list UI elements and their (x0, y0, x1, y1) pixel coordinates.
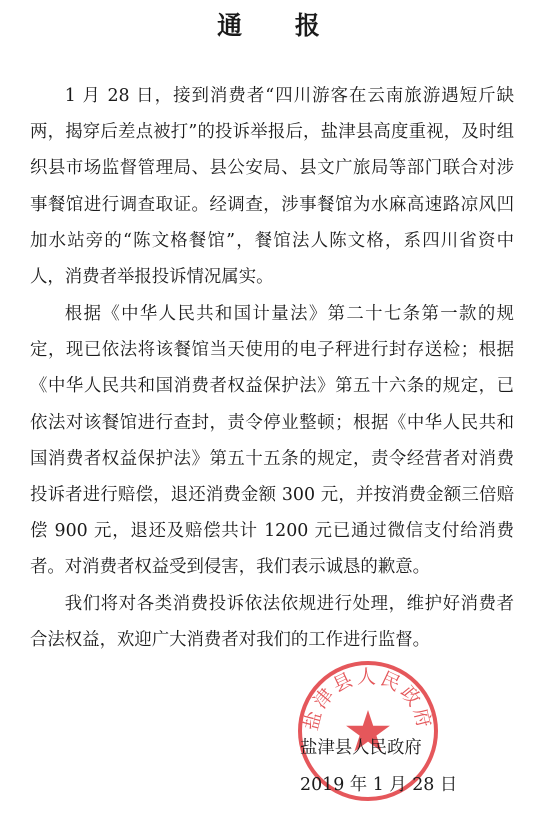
document-title: 通 报 (217, 11, 342, 40)
issuer-name: 盐津县人民政府 (300, 738, 422, 758)
paragraph-penalty: 根据《中华人民共和国计量法》第二十七条第一款的规定，现已依法将该餐馆当天使用的电子秤进行封存送检；根据《中华人民共和国消费者权益保护法》第五十六条的规定，已依法对该餐馆进行查封，责令停业整顿；根据《中华人民共和国消费者权益保护法》第五十五条的规定，责令经营者对消费投诉者进行赔偿，退还消费金额 300 元，并按消费金额三倍赔偿 900 元，退还及赔偿共计 1200 元已通过微信支付给消费者。对消费者权益受到侵害，我们表示诚恳的歉意。 (30, 304, 514, 578)
seal-text: 盐津县人民政府 (300, 665, 436, 733)
paragraph-incident: 1 月 28 日，接到消费者“四川游客在云南旅游遇短斤缺两，揭穿后差点被打”的投诉举报后，盐津县高度重视，及时组织县市场监督管理局、县公安局、县文广旅局等部门联合对涉事餐馆进行调查取证。经调查，涉事餐馆为水麻高速路凉风凹加水站旁的“陈文格餐馆”，餐馆法人陈文格，系四川省资中人，消费者举报投诉情况属实。 (30, 86, 514, 288)
issue-date: 2019 年 1 月 28 日 (300, 775, 458, 795)
paragraph-commitment: 我们将对各类消费投诉依法依规进行处理，维护好消费者合法权益，欢迎广大消费者对我们的工作进行监督。 (30, 594, 514, 651)
